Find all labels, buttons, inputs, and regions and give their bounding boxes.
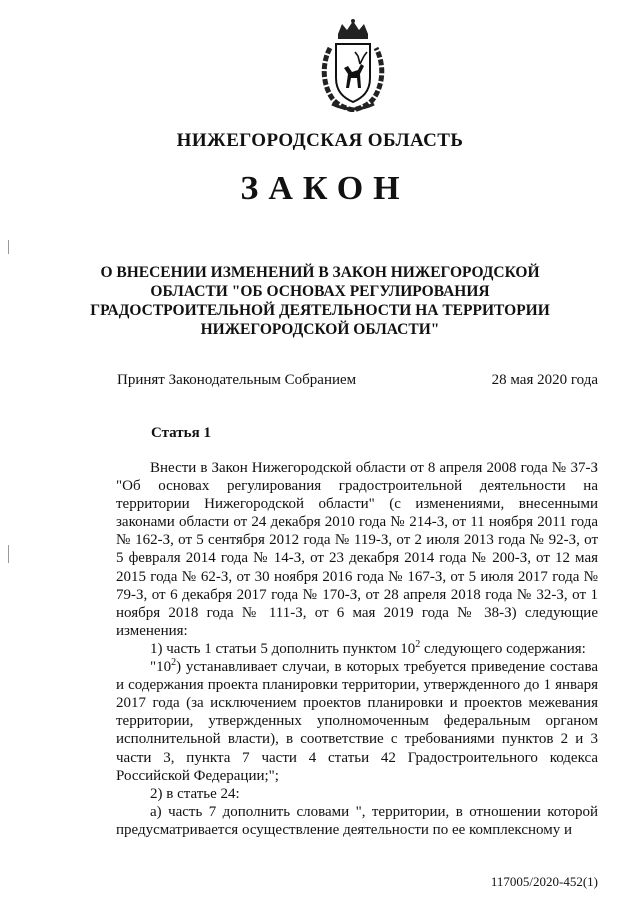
coat-of-arms-icon	[318, 18, 388, 112]
article-paragraph: 2) в статье 24:	[150, 785, 240, 802]
article-paragraph: а) часть 7 дополнить словами ", территории, в отношении которой предусматривается осуществление деятельности по ее комплексному и	[116, 803, 598, 838]
adoption-date: 28 мая 2020 года	[491, 372, 598, 388]
paragraph-text: "10	[150, 659, 172, 676]
article-paragraph	[116, 640, 598, 658]
paragraph-text: следующего содержания:	[420, 640, 586, 657]
superscript: 2	[415, 638, 421, 650]
scan-margin-mark	[8, 240, 9, 254]
law-title-line: ГРАДОСТРОИТЕЛЬНОЙ ДЕЯТЕЛЬНОСТИ НА ТЕРРИТОРИИ	[90, 302, 550, 319]
paragraph-text: ) устанавливает случаи, в которых требуется приведение состава и содержания проекта планировки территории, утвержденного до 1 января 2017 года (за исключением проектов планировки и проектов межевания территории, утвержденных уполномоченным федеральным органом исполнительной власти), в соответствие с требованиями пунктов 2 и 3 части 3, пункта 7 части 4 статьи 42 Градостроительного кодекса Российской Федерации;";	[116, 659, 598, 784]
law-title-line: ОБЛАСТИ "ОБ ОСНОВАХ РЕГУЛИРОВАНИЯ	[150, 283, 490, 300]
article-paragraph: Внести в Закон Нижегородской области от 8 апреля 2008 года № 37-З "Об основах регулирования градостроительной деятельности на территории Нижегородской области" (с изменениями, внесенными законами области от 24 декабря 2010 года № 214-З, от 11 ноября 2011 года № 162-З, от 5 сентября 2012 года № 119-З, от 2 июля 2013 года № 92-З, от 5 февраля 2014 года № 14-З, от 23 декабря 2014 года № 200-З, от 12 мая 2015 года № 62-З, от 30 ноября 2016 года № 167-З, от 5 июля 2017 года № 79-З, от 6 декабря 2017 года № 170-З, от 28 апреля 2018 года № 32-З, от 1 ноября 2018 года № 111-З, от 6 мая 2019 года № 38-З) следующие изменения:	[116, 460, 598, 639]
scan-margin-mark	[8, 545, 9, 563]
superscript: 2	[171, 657, 177, 669]
document-number: 117005/2020-452(1)	[490, 874, 598, 889]
document-type: ЗАКОН	[240, 170, 410, 207]
adopted-by: Принят Законодательным Собранием	[117, 372, 357, 388]
law-title	[80, 263, 560, 339]
law-title-line: НИЖЕГОРОДСКОЙ ОБЛАСТИ"	[200, 321, 440, 338]
article-paragraph	[116, 658, 598, 785]
paragraph-text: 1) часть 1 статьи 5 дополнить пунктом 10	[150, 640, 416, 657]
region-name: НИЖЕГОРОДСКАЯ ОБЛАСТЬ	[176, 130, 464, 151]
article-heading: Статья 1	[151, 425, 211, 441]
article-body	[116, 459, 598, 839]
law-title-line: О ВНЕСЕНИИ ИЗМЕНЕНИЙ В ЗАКОН НИЖЕГОРОДСКОЙ	[100, 264, 540, 281]
